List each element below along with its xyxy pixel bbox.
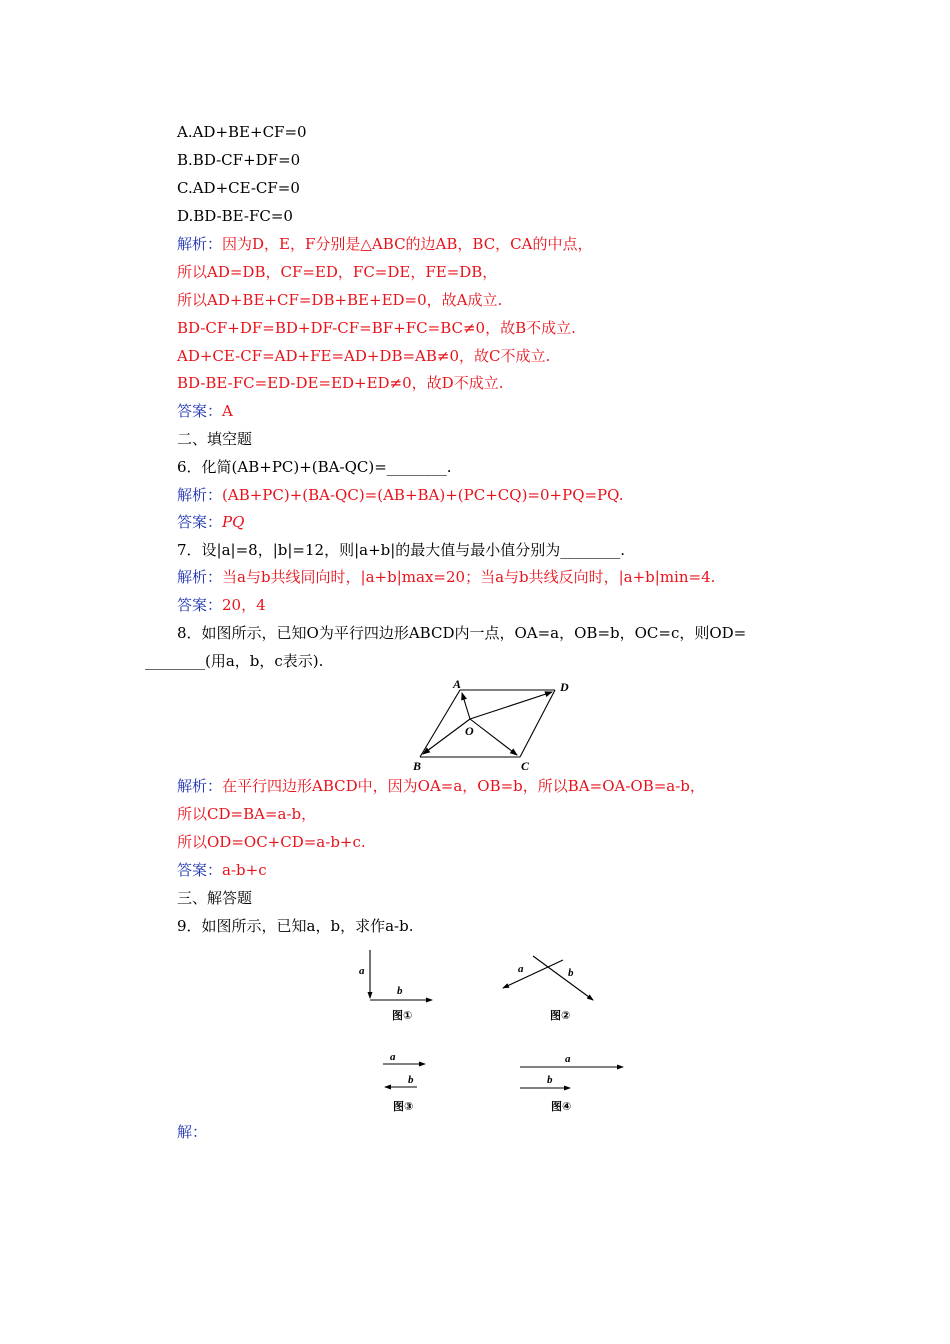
answer-label: 答案：: [177, 861, 223, 879]
q8-analysis-first-line: [177, 776, 705, 796]
q5-analysis-line: BD-CF+DF=BD+DF-CF=BF+FC=BC≠0，故B不成立.: [177, 319, 576, 337]
q5-option-d: D.BD-BE-FC=0: [177, 207, 293, 225]
section-heading: 二、填空题: [177, 430, 253, 448]
vector-b: [533, 956, 593, 1000]
vertex-label-c: C: [521, 759, 530, 773]
label-b: b: [547, 1074, 553, 1086]
q5-answer: [177, 401, 233, 421]
q8-answer: [177, 860, 267, 880]
point-label-o: O: [465, 724, 474, 738]
analysis-text: (AB+PC)+(BA-QC)=(AB+BA)+(PC+CQ)=0+PQ=PQ.: [222, 486, 624, 504]
answer-label: 答案：: [177, 513, 223, 531]
answer-value: a-b+c: [222, 861, 267, 879]
q6-question: 6．化简(AB+PC)+(BA-QC)=________.: [177, 458, 452, 476]
q7-analysis: [177, 567, 715, 587]
q6-analysis: [177, 485, 623, 505]
section-heading: 三、解答题: [177, 889, 253, 907]
label-a: a: [565, 1053, 571, 1065]
q5-analysis-first-line: [177, 234, 593, 254]
analysis-label: 解析：: [177, 235, 223, 253]
q8-analysis-line: 所以CD=BA=a-b，: [177, 805, 317, 823]
analysis-text: 在平行四边形ABCD中，因为OA=a，OB=b，所以BA=OA-OB=a-b，: [222, 777, 705, 795]
q5-analysis-line: 所以AD=DB，CF=ED，FC=DE，FE=DB，: [177, 263, 498, 281]
side-ab: [420, 690, 460, 757]
vector-figure-4: [515, 1050, 630, 1120]
answer-value: PQ: [222, 513, 245, 531]
label-b: b: [408, 1074, 414, 1086]
q5-option-a: A.AD+BE+CF=0: [177, 123, 307, 141]
parallelogram-figure: [405, 675, 585, 779]
answer-value: 20，4: [222, 596, 266, 614]
vector-od: [470, 692, 552, 719]
answer-value: A: [222, 402, 233, 420]
q9-question: 9．如图所示，已知a，b，求作a-b.: [177, 917, 414, 935]
q5-analysis-line: BD-BE-FC=ED-DE=ED+ED≠0，故D不成立.: [177, 374, 504, 392]
q6-answer: [177, 512, 244, 532]
vertex-label-a: A: [453, 677, 462, 691]
vector-ob: [423, 719, 470, 754]
q8-analysis-line: 所以OD=OC+CD=a-b+c.: [177, 833, 366, 851]
label-b: b: [397, 985, 403, 997]
answer-label: 答案：: [177, 596, 223, 614]
side-dc: [520, 690, 555, 757]
vector-figure-1: [352, 948, 442, 1032]
q7-question: 7．设|a|=8，|b|=12，则|a+b|的最大值与最小值分别为________.: [177, 541, 626, 559]
q9-solution-label: 解：: [177, 1123, 208, 1141]
vector-figure-3: [375, 1050, 445, 1120]
label-a: a: [518, 963, 524, 975]
figure-caption: 图①: [392, 1009, 413, 1022]
analysis-label: 解析：: [177, 486, 223, 504]
label-a: a: [390, 1051, 396, 1063]
q5-option-b: B.BD-CF+DF=0: [177, 151, 301, 169]
vector-oa: [462, 693, 470, 719]
q5-analysis-line: 所以AD+BE+CF=DB+BE+ED=0，故A成立.: [177, 291, 503, 309]
vertex-label-d: D: [560, 680, 569, 694]
vector-figure-2: [498, 948, 608, 1032]
figure-caption: 图③: [393, 1100, 414, 1113]
q8-question-line2: ________(用a，b，c表示).: [145, 652, 324, 670]
label-b: b: [568, 967, 574, 979]
vertex-label-b: B: [413, 759, 422, 773]
analysis-text: 因为D，E，F分别是△ABC的边AB，BC，CA的中点，: [222, 235, 593, 253]
label-a: a: [359, 965, 365, 977]
figure-caption: 图②: [550, 1009, 571, 1022]
analysis-label: 解析：: [177, 777, 223, 795]
q5-option-c: C.AD+CE-CF=0: [177, 179, 300, 197]
analysis-text: 当a与b共线同向时，|a+b|max=20；当a与b共线反向时，|a+b|min=4.: [222, 568, 716, 586]
q7-answer: [177, 595, 266, 615]
vector-oc: [470, 719, 517, 755]
analysis-label: 解析：: [177, 568, 223, 586]
q8-question-line1: 8．如图所示，已知O为平行四边形ABCD内一点，OA=a，OB=b，OC=c，则OD=: [177, 624, 747, 642]
vector-a: [503, 960, 563, 988]
answer-label: 答案：: [177, 402, 223, 420]
q5-analysis-line: AD+CE-CF=AD+FE=AD+DB=AB≠0，故C不成立.: [177, 347, 551, 365]
figure-caption: 图④: [551, 1100, 572, 1113]
